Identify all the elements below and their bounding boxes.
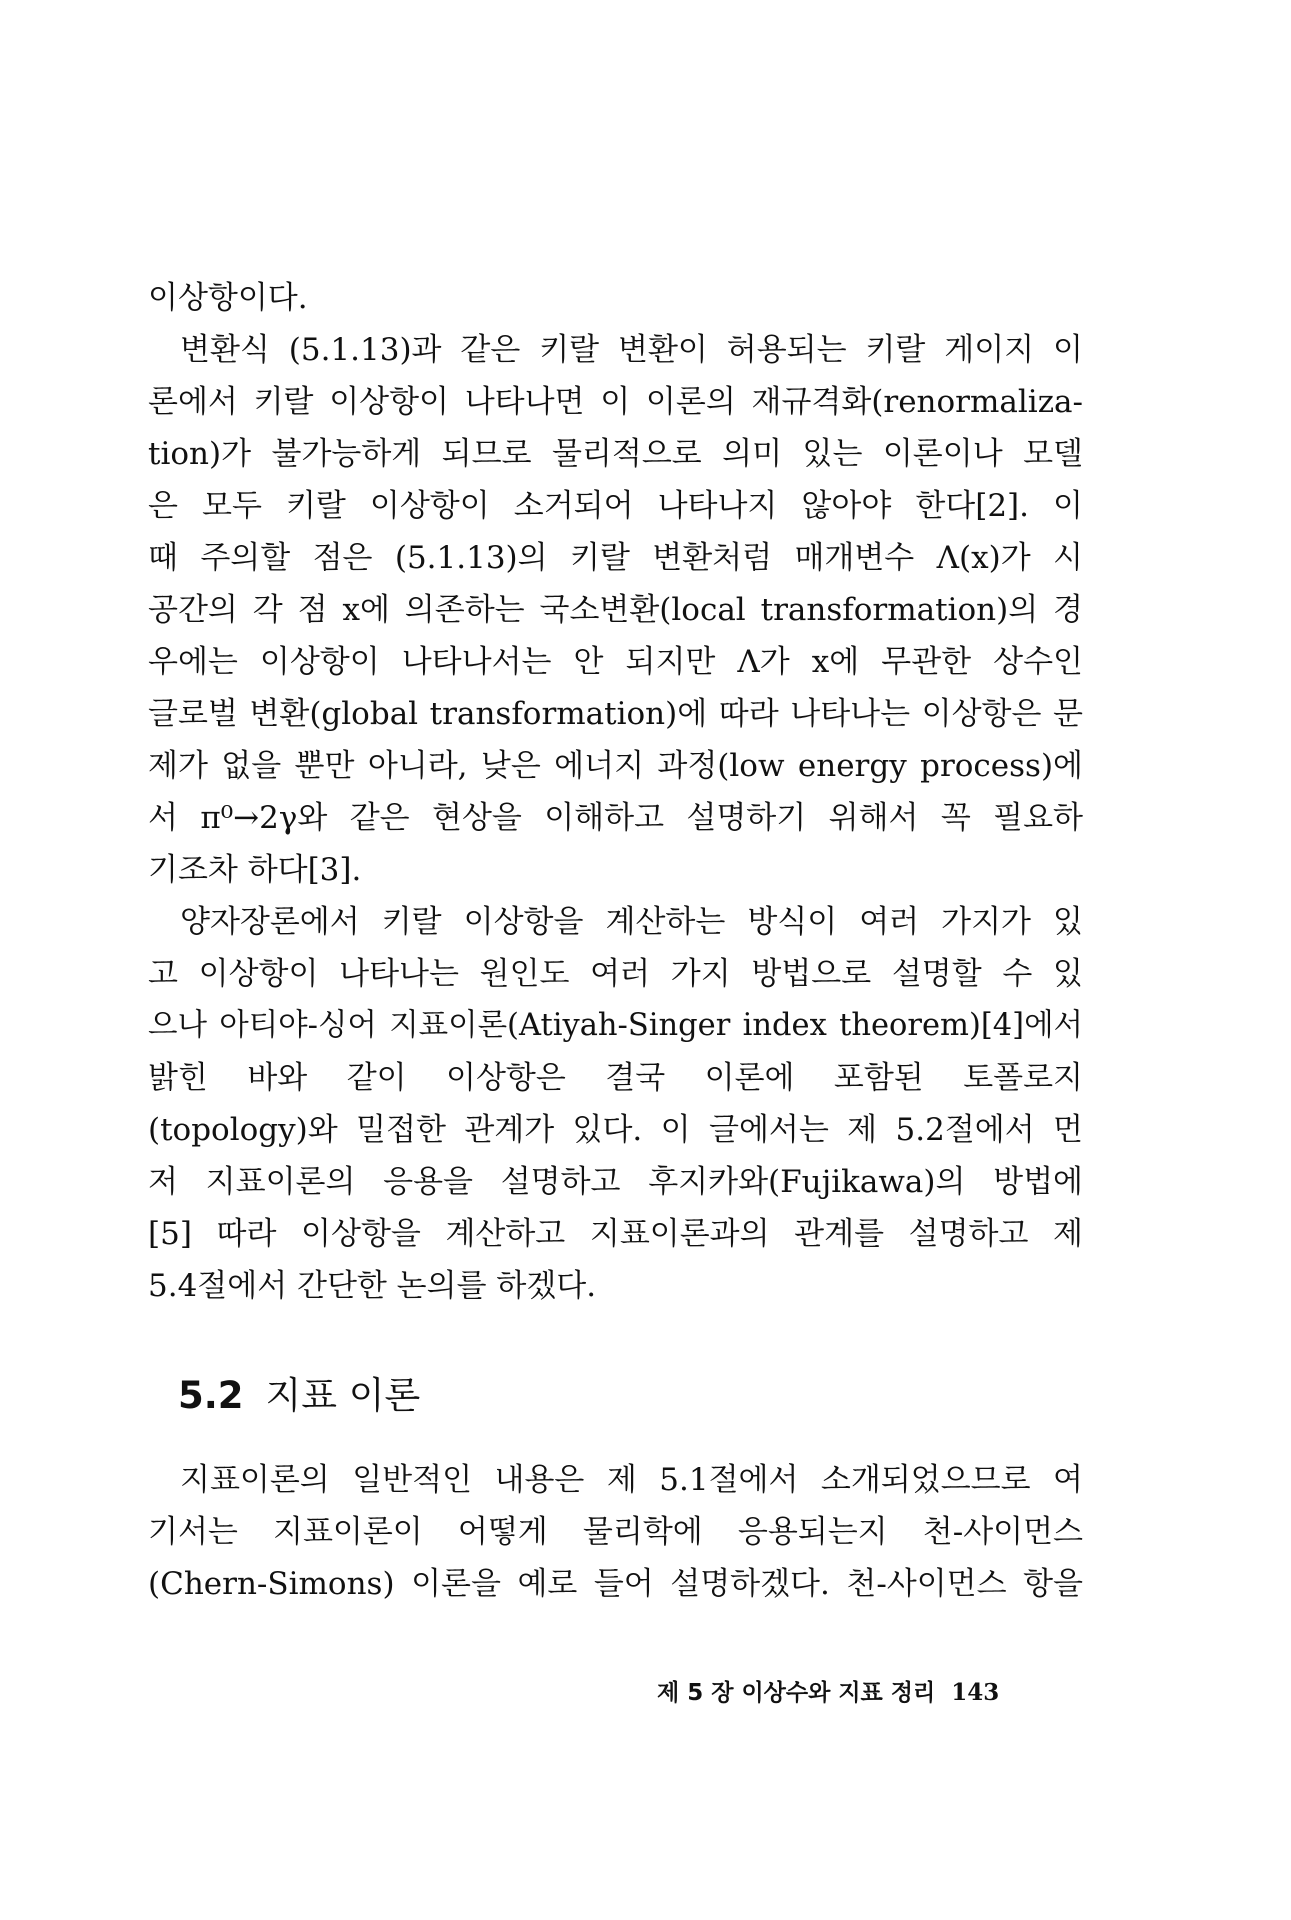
text-line: 우에는 이상항이 나타나서는 안 되지만 Λ가 x에 무관한 상수인 <box>148 644 1083 680</box>
text-line: 론에서 키랄 이상항이 나타나면 이 이론의 재규격화(renormaliza- <box>148 384 1083 420</box>
text-line: 저 지표이론의 응용을 설명하고 후지카와(Fujikawa)의 방법에 <box>148 1164 1083 1200</box>
page-footer <box>657 1678 999 1708</box>
body-text-bottom <box>148 1454 1083 1610</box>
section-title: 지표 이론 <box>265 1374 421 1417</box>
text-line: 공간의 각 점 x에 의존하는 국소변환(local transformation)의 경 <box>148 592 1083 628</box>
text-line: (topology)와 밀접한 관계가 있다. 이 글에서는 제 5.2절에서 먼 <box>148 1112 1083 1148</box>
section-number: 5.2 <box>178 1374 244 1417</box>
text-line: tion)가 불가능하게 되므로 물리적으로 의미 있는 이론이나 모델 <box>148 436 1083 472</box>
text-line: 글로벌 변환(global transformation)에 따라 나타나는 이상항은 문 <box>148 696 1083 732</box>
text-line: 지표이론의 일반적인 내용은 제 5.1절에서 소개되었으므로 여 <box>180 1462 1083 1498</box>
text-line: 제가 없을 뿐만 아니라, 낮은 에너지 과정(low energy process)에 <box>148 748 1083 784</box>
text-line: 고 이상항이 나타나는 원인도 여러 가지 방법으로 설명할 수 있 <box>148 956 1083 992</box>
text-line: 으나 아티야-싱어 지표이론(Atiyah-Singer index theorem)[4]에서 <box>148 1008 1083 1043</box>
text-line: (Chern-Simons) 이론을 예로 들어 설명하겠다. 천-사이먼스 항을 <box>148 1566 1083 1602</box>
body-text-top <box>148 272 1083 1312</box>
text-line: 5.4절에서 간단한 논의를 하겠다. <box>148 1268 597 1304</box>
text-line: 양자장론에서 키랄 이상항을 계산하는 방식이 여러 가지가 있 <box>180 904 1083 940</box>
text-line: 기서는 지표이론이 어떻게 물리학에 응용되는지 천-사이먼스 <box>148 1514 1083 1550</box>
text-line: 은 모두 키랄 이상항이 소거되어 나타나지 않아야 한다[2]. 이 <box>148 488 1083 524</box>
text-line: 변환식 (5.1.13)과 같은 키랄 변환이 허용되는 키랄 게이지 이 <box>180 332 1083 368</box>
text-line: 이상항이다. <box>148 280 308 316</box>
running-head: 제 5 장 이상수와 지표 정리 <box>657 1680 936 1706</box>
text-line: 기조차 하다[3]. <box>148 852 362 888</box>
text-line: 때 주의할 점은 (5.1.13)의 키랄 변환처럼 매개변수 Λ(x)가 시 <box>148 540 1083 576</box>
text-line: 밝힌 바와 같이 이상항은 결국 이론에 포함된 토폴로지 <box>148 1060 1083 1096</box>
text-line: [5] 따라 이상항을 계산하고 지표이론과의 관계를 설명하고 제 <box>148 1216 1083 1252</box>
section-heading <box>178 1370 420 1422</box>
page-number: 143 <box>951 1679 1000 1706</box>
text-line: 서 π⁰→2γ와 같은 현상을 이해하고 설명하기 위해서 꼭 필요하 <box>148 800 1083 836</box>
